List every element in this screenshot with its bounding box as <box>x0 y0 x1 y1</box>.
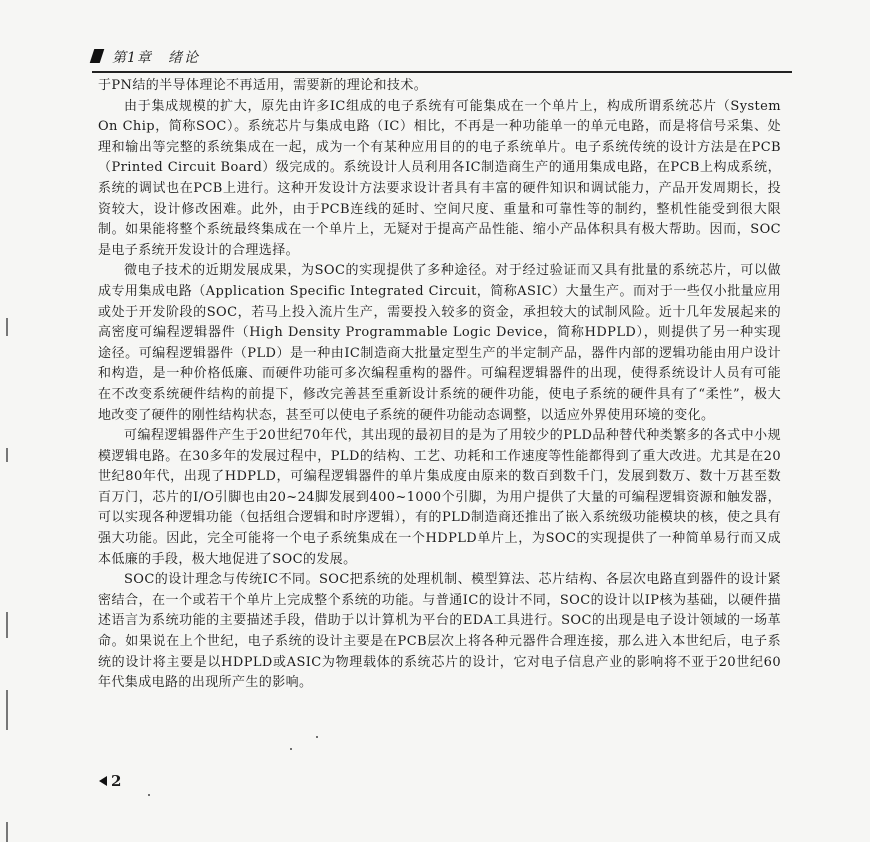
body-text <box>98 76 781 694</box>
paragraph: 微电子技术的近期发展成果，为SOC的实现提供了多种途径。对于经过验证而又具有批量的系统芯片，可以做成专用集成电路（Application Specific Integrated Circuit，简称ASIC）大量生产。而对于一些仅小批量应用或处于开发阶段的SOC，若马上投入流片生产，需要投入较多的资金，承担较大的试制风险。近十几年发展起来的高密度可编程逻辑器件（High Density Programmable Logic Device，简称HDPLD），则提供了另一种实现途径。可编程逻辑器件（PLD）是一种由IC制造商大批量定型生产的半定制产品，器件内部的逻辑功能由用户设计和构造，是一种价格低廉、而硬件功能可多次编程重构的器件。可编程逻辑器件的出现，使得系统设计人员有可能在不改变系统硬件结构的前提下，修改完善甚至重新设计系统的硬件功能，使电子系统的硬件具有了“柔性”，极大地改变了硬件的刚性结构状态，甚至可以使电子系统的硬件功能动态调整，以适应外界使用环境的变化。 <box>98 263 781 423</box>
chapter-title: 绪论 <box>168 50 200 66</box>
paragraph: 可编程逻辑器件产生于20世纪70年代，其出现的最初目的是为了用较少的PLD品种替代种类繁多的各式中小规模逻辑电路。在30多年的发展过程中，PLD的结构、工艺、功耗和工作速度等性能都得到了重大改进。尤其是在20世纪80年代，出现了HDPLD，可编程逻辑器件的单片集成度由原来的数百到数千门，发展到数万、数十万甚至数百万门，芯片的I/O引脚也由20~24脚发展到400~1000个引脚，为用户提供了大量的可编程逻辑资源和触发器，可以实现各种逻辑功能（包括组合逻辑和时序逻辑），有的PLD制造商还推出了嵌入系统级功能模块的核，使之具有强大功能。因此，完全可能将一个电子系统集成在一个HDPLD单片上，为SOC的实现提供了一种简单易行而又成本低廉的手段，极大地促进了SOC的发展。 <box>98 428 781 567</box>
binding-edge-mark <box>6 822 8 842</box>
header-rule <box>92 71 792 73</box>
paragraph: 于PN结的半导体理论不再适用，需要新的理论和技术。 <box>98 78 428 93</box>
page-footer <box>99 772 121 790</box>
scan-speck <box>316 736 318 738</box>
chapter-label: 第1章 <box>112 50 152 66</box>
paragraph: SOC的设计理念与传统IC不同。SOC把系统的处理机制、模型算法、芯片结构、各层次电路直到器件的设计紧密结合，在一个或若干个单片上完成整个系统的功能。与普通IC的设计不同，SOC的设计以IP核为基础，以硬件描述语言为系统功能的主要描述手段，借助于以计算机为平台的EDA工具进行。SOC的出现是电子设计领域的一场革命。如果说在上个世纪，电子系统的设计主要是在PCB层次上将各种元器件合理连接，那么进入本世纪后，电子系统的设计将主要是以HDPLD或ASIC为物理载体的系统芯片的设计，它对电子信息产业的影响将不亚于20世纪60年代集成电路的出现所产生的影响。 <box>98 572 781 691</box>
binding-edge-mark <box>6 690 8 730</box>
scan-speck <box>148 794 150 796</box>
page-number: 2 <box>111 772 122 790</box>
binding-edge-mark <box>6 448 8 462</box>
scan-speck <box>290 748 292 750</box>
page-header <box>92 47 792 69</box>
binding-edge-mark <box>6 318 8 336</box>
page-arrow-icon <box>99 776 107 786</box>
header-block-icon <box>90 49 105 63</box>
paragraph: 由于集成规模的扩大，原先由许多IC组成的电子系统有可能集成在一个单片上，构成所谓系统芯片（System On Chip，简称SOC）。系统芯片与集成电路（IC）相比，不再是一种功能单一的单元电路，而是将信号采集、处理和输出等完整的系统集成在一起，成为一个有某种应用目的的电子系统单片。电子系统传统的设计方法是在PCB（Printed Circuit Board）级完成的。系统设计人员利用各IC制造商生产的通用集成电路，在PCB上构成系统，系统的调试也在PCB上进行。这种开发设计方法要求设计者具有丰富的硬件知识和调试能力，产品开发周期长，投资较大，设计修改困难。此外，由于PCB连线的延时、空间尺度、重量和可靠性等的制约，整机性能受到很大限制。如果能将整个系统最终集成在一个单片上，无疑对于提高产品性能、缩小产品体积具有极大帮助。因而，SOC是电子系统开发设计的合理选择。 <box>98 98 781 258</box>
binding-edge-mark <box>6 612 8 638</box>
